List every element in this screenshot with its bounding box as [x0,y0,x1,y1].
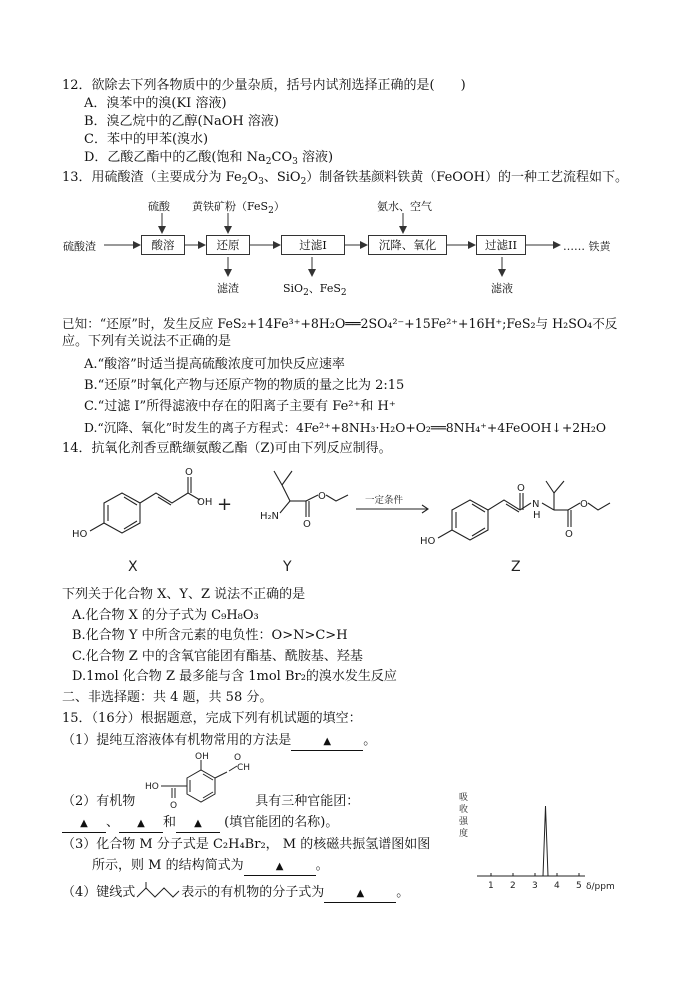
q14-option-c: C.化合物 Z 中的含氧官能团有酯基、酰胺基、羟基 [72,649,363,664]
skeletal-formula-icon [135,884,181,900]
answer-blank-2c[interactable]: ▲ [176,814,220,833]
section-heading: 二、非选择题：共 4 题，共 58 分。 [62,690,273,705]
nmr-ylabel-1: 吸 [459,793,469,803]
answer-blank-2b[interactable]: ▲ [119,814,163,833]
q15-part3-line1: （3）化合物 M 分子式是 C₂H₄Br₂， M 的核磁共振氢谱图如图 [62,837,431,852]
nmr-ylabel-4: 度 [459,829,469,839]
flow-box-acid-dissolve: 酸溶 [141,235,185,255]
flow-input-pyrite: 黄铁矿粉（FeS$_2$） [192,200,285,216]
nmr-tick-4: 4 [554,881,560,891]
q13-option-b: B.“还原”时氧化产物与还原产物的物质的量之比为 2:15 [84,378,405,393]
nmr-x-unit: δ/ppm [586,882,615,892]
z-h-label: H [533,510,541,521]
q15-part2-line1: （2）有机物 具有三种官能团： [62,794,360,809]
x-ho-label: HO [72,529,88,540]
z-o-amide-label: O [517,483,525,494]
molecule-x-ring [104,493,140,533]
q12-option-c: C．苯中的甲苯(溴水) [84,132,209,147]
mol-o-label: O [170,801,178,811]
flow-input-sulfuric-acid: 硫酸 [148,200,170,213]
molecule-z-ring [452,500,488,540]
q14-question: 下列关于化合物 X、Y、Z 说法不正确的是 [62,587,306,602]
answer-blank-2a[interactable]: ▲ [62,814,106,833]
flow-input-ammonia-air: 氨水、空气 [377,200,432,213]
q15-part1: （1）提纯互溶液体有机物常用的方法是 ▲ 。 [62,732,376,751]
mol-aldehyde-o-label: O [234,753,242,763]
q14-option-b: B.化合物 Y 中所含元素的电负性：O>N>C>H [72,628,348,643]
nmr-tick-3: 3 [532,881,538,891]
flow-output-residue: 滤渣 [217,282,239,295]
q13-known-line2: 应。下列有关说法不正确的是 [62,334,232,349]
label-y: Y [283,559,292,575]
nmr-ylabel-3: 强 [459,817,469,827]
reaction-condition: 一定条件 [365,495,404,506]
q14-option-d: D.1mol 化合物 Z 最多能与含 1mol Br₂的溴水发生反应 [72,669,397,684]
q15-part4: （4）键线式 表示的有机物的分子式为 ▲ 。 [62,884,409,903]
flow-end-label: …… 铁黄 [563,240,611,253]
q12-option-b: B．溴乙烷中的乙醇(NaOH 溶液) [84,114,279,129]
nmr-tick-5: 5 [576,881,582,891]
plus-sign: + [217,494,233,515]
y-h2n-label: H₂N [260,511,280,522]
flow-box-filter-2: 过滤II [476,235,526,255]
q13-option-a: A.“酸溶”时适当提高硫酸浓度可加快反应速率 [84,357,345,372]
q12-stem: 12．欲除去下列各物质中的少量杂质，括号内试剂选择正确的是( ) [62,78,466,93]
nmr-ylabel-2: 收 [459,805,469,815]
flow-output-filtrate: 滤液 [491,282,513,295]
mol-ch-label: CH [237,763,251,773]
q13-known-line1: 已知：“还原”时，发生反应 FeS₂+14Fe³⁺+8H₂O══2SO₄²⁻+15Fe²⁺+16H⁺;FeS₂与 H₂SO₄不反 [62,316,618,331]
nmr-tick-2: 2 [510,881,516,891]
flow-output-sio2-fes2: SiO$_2$、FeS$_2$ [283,282,347,298]
answer-blank-3[interactable]: ▲ [244,857,316,876]
q13-option-c: C.“过滤 I”所得滤液中存在的阳离子主要有 Fe²⁺和 H⁺ [84,399,396,414]
y-o-ester-label: O [318,491,326,502]
q13-option-d: D.“沉降、氧化”时发生的离子方程式：4Fe²⁺+8NH₃·H₂O+O₂══8NH₄⁺+4FeOOH↓+2H₂O [84,420,607,435]
mol-ho-label: HO [145,782,159,792]
nmr-spectrum [455,782,615,897]
q12-option-d: D．乙酸乙酯中的乙酸(饱和 $Na_2CO_3$ 溶液) [84,150,334,167]
flow-box-filter-1: 过滤I [281,235,345,255]
label-x: X [128,559,138,575]
z-n-label: N [532,499,540,510]
answer-blank-4[interactable]: ▲ [324,884,396,903]
mol-oh-label: OH [195,752,209,762]
flow-box-settle-oxidize: 沉降、氧化 [368,235,447,255]
q14-stem: 14．抗氧化剂香豆酰缬氨酸乙酯（Z)可由下列反应制得。 [62,441,392,456]
nmr-peak [539,806,552,876]
q14-option-a: A.化合物 X 的分子式为 C₉H₈O₃ [72,608,259,623]
y-o-carbonyl-label: O [303,519,311,530]
answer-blank-1[interactable]: ▲ [291,732,363,751]
q15-stem: 15．（16分）根据题意，完成下列有机试题的填空： [62,711,362,726]
flow-box-reduction: 还原 [206,235,250,255]
q13-stem: 13．用硫酸渣（主要成分为 $Fe_2O_3$、SiO$_2$）制备铁基颜料铁黄（FeOOH）的一种工艺流程如下。 [62,170,628,187]
q15-part2-line2: ▲ 、 ▲ 和 ▲ (填官能团的名称)。 [62,814,338,833]
q12-option-a: A．溴苯中的溴(KI 溶液) [84,96,227,111]
q15-part3-line2: 所示，则 M 的结构简式为 ▲ 。 [92,857,329,876]
x-oh-label: OH [197,497,213,508]
z-ho-label: HO [420,536,436,547]
flow-start-label: 硫酸渣 [63,240,96,253]
x-o-label: O [185,467,193,478]
nmr-tick-1: 1 [488,881,494,891]
flow-arrows [0,0,696,300]
z-o-carbonyl-label: O [565,529,573,540]
label-z: Z [511,559,521,575]
z-o-ester-label: O [580,499,588,510]
reaction-scheme [60,465,620,580]
